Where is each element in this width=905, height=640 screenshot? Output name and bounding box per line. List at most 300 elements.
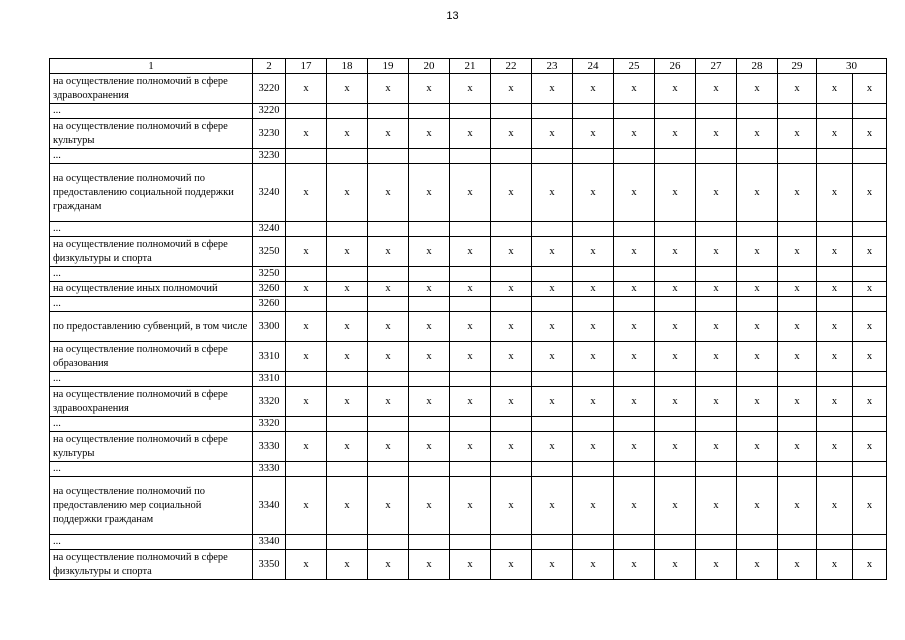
empty-cell — [368, 104, 409, 119]
table-row — [50, 342, 887, 372]
empty-cell — [450, 417, 491, 432]
x-mark-cell: x — [327, 550, 368, 580]
x-mark-cell: x — [614, 477, 655, 535]
x-mark-cell: x — [450, 477, 491, 535]
empty-cell — [737, 104, 778, 119]
empty-cell — [817, 149, 853, 164]
empty-cell — [532, 462, 573, 477]
empty-cell — [778, 462, 817, 477]
x-mark-cell: x — [655, 432, 696, 462]
empty-cell — [532, 535, 573, 550]
column-header: 17 — [286, 59, 327, 74]
empty-cell — [286, 372, 327, 387]
empty-cell — [368, 149, 409, 164]
x-mark-cell: x — [696, 550, 737, 580]
row-name: на осуществление полномочий в сфере физкультуры и спорта — [50, 550, 253, 580]
row-code: 3250 — [253, 237, 286, 267]
empty-cell — [737, 267, 778, 282]
x-mark-cell: x — [853, 550, 887, 580]
x-mark-cell: x — [614, 237, 655, 267]
x-mark-cell: x — [778, 74, 817, 104]
empty-cell — [327, 104, 368, 119]
x-mark-cell: x — [778, 477, 817, 535]
x-mark-cell: x — [778, 387, 817, 417]
x-mark-cell: x — [614, 387, 655, 417]
x-mark-cell: x — [614, 119, 655, 149]
row-code: 3240 — [253, 164, 286, 222]
empty-cell — [491, 297, 532, 312]
column-header: 23 — [532, 59, 573, 74]
x-mark-cell: x — [655, 550, 696, 580]
x-mark-cell: x — [853, 164, 887, 222]
empty-cell — [327, 267, 368, 282]
x-mark-cell: x — [573, 342, 614, 372]
x-mark-cell: x — [573, 74, 614, 104]
x-mark-cell: x — [853, 282, 887, 297]
empty-cell — [286, 104, 327, 119]
x-mark-cell: x — [737, 342, 778, 372]
empty-cell — [573, 104, 614, 119]
column-header: 22 — [491, 59, 532, 74]
empty-cell — [532, 222, 573, 237]
empty-cell — [853, 222, 887, 237]
row-code: 3350 — [253, 550, 286, 580]
x-mark-cell: x — [368, 477, 409, 535]
empty-cell — [737, 372, 778, 387]
column-header: 25 — [614, 59, 655, 74]
empty-cell — [573, 267, 614, 282]
x-mark-cell: x — [327, 477, 368, 535]
x-mark-cell: x — [491, 237, 532, 267]
empty-cell — [778, 149, 817, 164]
x-mark-cell: x — [409, 432, 450, 462]
empty-cell — [614, 222, 655, 237]
empty-cell — [737, 535, 778, 550]
empty-cell — [327, 417, 368, 432]
empty-cell — [696, 417, 737, 432]
empty-cell — [853, 535, 887, 550]
x-mark-cell: x — [614, 432, 655, 462]
x-mark-cell: x — [778, 119, 817, 149]
row-name: на осуществление полномочий в сфере культуры — [50, 432, 253, 462]
x-mark-cell: x — [409, 312, 450, 342]
x-mark-cell: x — [491, 74, 532, 104]
column-header: 20 — [409, 59, 450, 74]
x-mark-cell: x — [286, 74, 327, 104]
x-mark-cell: x — [655, 477, 696, 535]
empty-cell — [286, 535, 327, 550]
x-mark-cell: x — [817, 387, 853, 417]
x-mark-cell: x — [696, 432, 737, 462]
x-mark-cell: x — [817, 312, 853, 342]
empty-cell — [491, 417, 532, 432]
row-name: на осуществление полномочий в сфере культуры — [50, 119, 253, 149]
x-mark-cell: x — [286, 432, 327, 462]
x-mark-cell: x — [655, 164, 696, 222]
x-mark-cell: x — [532, 74, 573, 104]
table-row — [50, 297, 887, 312]
x-mark-cell: x — [737, 477, 778, 535]
x-mark-cell: x — [532, 237, 573, 267]
empty-cell — [696, 535, 737, 550]
empty-cell — [327, 535, 368, 550]
empty-cell — [655, 417, 696, 432]
x-mark-cell: x — [614, 312, 655, 342]
row-name: на осуществление иных полномочий — [50, 282, 253, 297]
empty-cell — [368, 372, 409, 387]
table-row — [50, 462, 887, 477]
row-name: по предоставлению субвенций, в том числе — [50, 312, 253, 342]
empty-cell — [286, 462, 327, 477]
x-mark-cell: x — [450, 119, 491, 149]
x-mark-cell: x — [696, 282, 737, 297]
x-mark-cell: x — [409, 477, 450, 535]
x-mark-cell: x — [778, 164, 817, 222]
empty-cell — [409, 535, 450, 550]
x-mark-cell: x — [532, 164, 573, 222]
row-name: на осуществление полномочий в сфере физкультуры и спорта — [50, 237, 253, 267]
row-code: 3330 — [253, 462, 286, 477]
empty-cell — [817, 535, 853, 550]
x-mark-cell: x — [286, 477, 327, 535]
x-mark-cell: x — [409, 387, 450, 417]
table-row — [50, 477, 887, 535]
x-mark-cell: x — [817, 119, 853, 149]
empty-cell — [778, 267, 817, 282]
table-row — [50, 119, 887, 149]
row-code: 3250 — [253, 267, 286, 282]
empty-cell — [286, 267, 327, 282]
x-mark-cell: x — [450, 282, 491, 297]
x-mark-cell: x — [573, 119, 614, 149]
x-mark-cell: x — [368, 237, 409, 267]
column-header: 26 — [655, 59, 696, 74]
row-name: ... — [50, 372, 253, 387]
x-mark-cell: x — [491, 432, 532, 462]
empty-cell — [573, 462, 614, 477]
x-mark-cell: x — [409, 74, 450, 104]
x-mark-cell: x — [327, 119, 368, 149]
row-code: 3230 — [253, 119, 286, 149]
empty-cell — [655, 104, 696, 119]
x-mark-cell: x — [696, 387, 737, 417]
empty-cell — [696, 104, 737, 119]
empty-cell — [409, 104, 450, 119]
empty-cell — [573, 417, 614, 432]
row-name: на осуществление полномочий по предоставлению социальной поддержки гражданам — [50, 164, 253, 222]
x-mark-cell: x — [696, 237, 737, 267]
empty-cell — [286, 222, 327, 237]
empty-cell — [817, 222, 853, 237]
empty-cell — [327, 297, 368, 312]
empty-cell — [696, 222, 737, 237]
x-mark-cell: x — [409, 282, 450, 297]
table-row — [50, 164, 887, 222]
x-mark-cell: x — [368, 342, 409, 372]
empty-cell — [450, 535, 491, 550]
empty-cell — [778, 417, 817, 432]
empty-cell — [778, 297, 817, 312]
x-mark-cell: x — [573, 164, 614, 222]
x-mark-cell: x — [655, 282, 696, 297]
x-mark-cell: x — [286, 312, 327, 342]
x-mark-cell: x — [778, 550, 817, 580]
empty-cell — [327, 372, 368, 387]
x-mark-cell: x — [368, 164, 409, 222]
row-code: 3320 — [253, 417, 286, 432]
x-mark-cell: x — [532, 550, 573, 580]
column-header: 19 — [368, 59, 409, 74]
x-mark-cell: x — [573, 312, 614, 342]
row-name: на осуществление полномочий по предоставлению мер социальной поддержки гражданам — [50, 477, 253, 535]
x-mark-cell: x — [778, 432, 817, 462]
empty-cell — [409, 267, 450, 282]
x-mark-cell: x — [778, 342, 817, 372]
x-mark-cell: x — [614, 74, 655, 104]
empty-cell — [737, 417, 778, 432]
column-header: 1 — [50, 59, 253, 74]
x-mark-cell: x — [532, 282, 573, 297]
row-name: на осуществление полномочий в сфере здравоохранения — [50, 387, 253, 417]
x-mark-cell: x — [286, 342, 327, 372]
empty-cell — [450, 149, 491, 164]
column-header: 27 — [696, 59, 737, 74]
x-mark-cell: x — [491, 164, 532, 222]
x-mark-cell: x — [532, 312, 573, 342]
x-mark-cell: x — [853, 387, 887, 417]
table-row — [50, 149, 887, 164]
x-mark-cell: x — [737, 237, 778, 267]
x-mark-cell: x — [778, 282, 817, 297]
row-name: на осуществление полномочий в сфере здравоохранения — [50, 74, 253, 104]
table-row — [50, 104, 887, 119]
x-mark-cell: x — [853, 312, 887, 342]
empty-cell — [286, 417, 327, 432]
x-mark-cell: x — [737, 74, 778, 104]
empty-cell — [655, 462, 696, 477]
empty-cell — [491, 267, 532, 282]
empty-cell — [853, 372, 887, 387]
x-mark-cell: x — [286, 119, 327, 149]
x-mark-cell: x — [817, 477, 853, 535]
x-mark-cell: x — [696, 74, 737, 104]
x-mark-cell: x — [817, 550, 853, 580]
empty-cell — [778, 372, 817, 387]
empty-cell — [573, 297, 614, 312]
table-row — [50, 312, 887, 342]
empty-cell — [327, 462, 368, 477]
empty-cell — [853, 462, 887, 477]
x-mark-cell: x — [286, 164, 327, 222]
empty-cell — [491, 462, 532, 477]
row-name: ... — [50, 267, 253, 282]
x-mark-cell: x — [696, 312, 737, 342]
x-mark-cell: x — [737, 164, 778, 222]
empty-cell — [614, 297, 655, 312]
x-mark-cell: x — [614, 164, 655, 222]
empty-cell — [696, 462, 737, 477]
x-mark-cell: x — [655, 342, 696, 372]
x-mark-cell: x — [491, 282, 532, 297]
page-number: 13 — [446, 10, 459, 22]
empty-cell — [327, 149, 368, 164]
table-row — [50, 74, 887, 104]
x-mark-cell: x — [614, 282, 655, 297]
x-mark-cell: x — [853, 342, 887, 372]
row-code: 3300 — [253, 312, 286, 342]
empty-cell — [409, 372, 450, 387]
column-header: 28 — [737, 59, 778, 74]
empty-cell — [853, 149, 887, 164]
row-code: 3220 — [253, 74, 286, 104]
x-mark-cell: x — [491, 312, 532, 342]
empty-cell — [368, 297, 409, 312]
row-name: ... — [50, 222, 253, 237]
empty-cell — [409, 149, 450, 164]
empty-cell — [614, 104, 655, 119]
x-mark-cell: x — [532, 387, 573, 417]
report-form-table — [49, 58, 887, 580]
column-header: 30 — [817, 59, 887, 74]
empty-cell — [491, 104, 532, 119]
empty-cell — [614, 372, 655, 387]
x-mark-cell: x — [409, 164, 450, 222]
empty-cell — [614, 417, 655, 432]
x-mark-cell: x — [409, 237, 450, 267]
x-mark-cell: x — [327, 237, 368, 267]
x-mark-cell: x — [853, 432, 887, 462]
x-mark-cell: x — [327, 74, 368, 104]
empty-cell — [817, 104, 853, 119]
row-name: ... — [50, 297, 253, 312]
x-mark-cell: x — [573, 387, 614, 417]
empty-cell — [696, 297, 737, 312]
x-mark-cell: x — [327, 432, 368, 462]
empty-cell — [450, 297, 491, 312]
row-code: 3220 — [253, 104, 286, 119]
empty-cell — [327, 222, 368, 237]
empty-cell — [368, 417, 409, 432]
x-mark-cell: x — [737, 312, 778, 342]
x-mark-cell: x — [696, 477, 737, 535]
x-mark-cell: x — [573, 237, 614, 267]
x-mark-cell: x — [286, 237, 327, 267]
x-mark-cell: x — [737, 550, 778, 580]
empty-cell — [817, 372, 853, 387]
column-header: 29 — [778, 59, 817, 74]
empty-cell — [655, 535, 696, 550]
empty-cell — [696, 267, 737, 282]
row-code: 3340 — [253, 535, 286, 550]
empty-cell — [450, 462, 491, 477]
empty-cell — [737, 462, 778, 477]
empty-cell — [696, 372, 737, 387]
x-mark-cell: x — [817, 432, 853, 462]
x-mark-cell: x — [532, 432, 573, 462]
row-name: ... — [50, 149, 253, 164]
empty-cell — [491, 372, 532, 387]
empty-cell — [368, 462, 409, 477]
table-row — [50, 237, 887, 267]
row-name: ... — [50, 462, 253, 477]
empty-cell — [532, 267, 573, 282]
empty-cell — [573, 372, 614, 387]
empty-cell — [409, 417, 450, 432]
x-mark-cell: x — [817, 74, 853, 104]
x-mark-cell: x — [286, 387, 327, 417]
x-mark-cell: x — [368, 119, 409, 149]
empty-cell — [532, 417, 573, 432]
x-mark-cell: x — [817, 164, 853, 222]
empty-cell — [286, 297, 327, 312]
empty-cell — [491, 535, 532, 550]
row-code: 3340 — [253, 477, 286, 535]
row-code: 3320 — [253, 387, 286, 417]
x-mark-cell: x — [853, 237, 887, 267]
x-mark-cell: x — [286, 282, 327, 297]
empty-cell — [778, 104, 817, 119]
empty-cell — [573, 222, 614, 237]
x-mark-cell: x — [655, 312, 696, 342]
x-mark-cell: x — [368, 550, 409, 580]
x-mark-cell: x — [696, 119, 737, 149]
empty-cell — [532, 297, 573, 312]
empty-cell — [614, 462, 655, 477]
table-row — [50, 417, 887, 432]
row-name: ... — [50, 535, 253, 550]
x-mark-cell: x — [817, 237, 853, 267]
table-row — [50, 535, 887, 550]
row-name: ... — [50, 104, 253, 119]
x-mark-cell: x — [327, 312, 368, 342]
empty-cell — [532, 104, 573, 119]
x-mark-cell: x — [286, 550, 327, 580]
x-mark-cell: x — [450, 342, 491, 372]
row-name: на осуществление полномочий в сфере образования — [50, 342, 253, 372]
table-row — [50, 222, 887, 237]
x-mark-cell: x — [450, 74, 491, 104]
x-mark-cell: x — [573, 550, 614, 580]
x-mark-cell: x — [450, 387, 491, 417]
empty-cell — [614, 535, 655, 550]
x-mark-cell: x — [817, 282, 853, 297]
empty-cell — [737, 149, 778, 164]
row-name: ... — [50, 417, 253, 432]
empty-cell — [491, 149, 532, 164]
empty-cell — [368, 222, 409, 237]
empty-cell — [853, 417, 887, 432]
x-mark-cell: x — [655, 74, 696, 104]
x-mark-cell: x — [655, 387, 696, 417]
row-code: 3230 — [253, 149, 286, 164]
column-header: 18 — [327, 59, 368, 74]
empty-cell — [532, 372, 573, 387]
table-row — [50, 282, 887, 297]
empty-cell — [853, 104, 887, 119]
empty-cell — [817, 462, 853, 477]
empty-cell — [450, 267, 491, 282]
row-code: 3330 — [253, 432, 286, 462]
x-mark-cell: x — [778, 312, 817, 342]
row-code: 3260 — [253, 297, 286, 312]
empty-cell — [655, 267, 696, 282]
column-header: 21 — [450, 59, 491, 74]
x-mark-cell: x — [491, 387, 532, 417]
x-mark-cell: x — [614, 342, 655, 372]
x-mark-cell: x — [737, 432, 778, 462]
x-mark-cell: x — [696, 342, 737, 372]
x-mark-cell: x — [368, 432, 409, 462]
